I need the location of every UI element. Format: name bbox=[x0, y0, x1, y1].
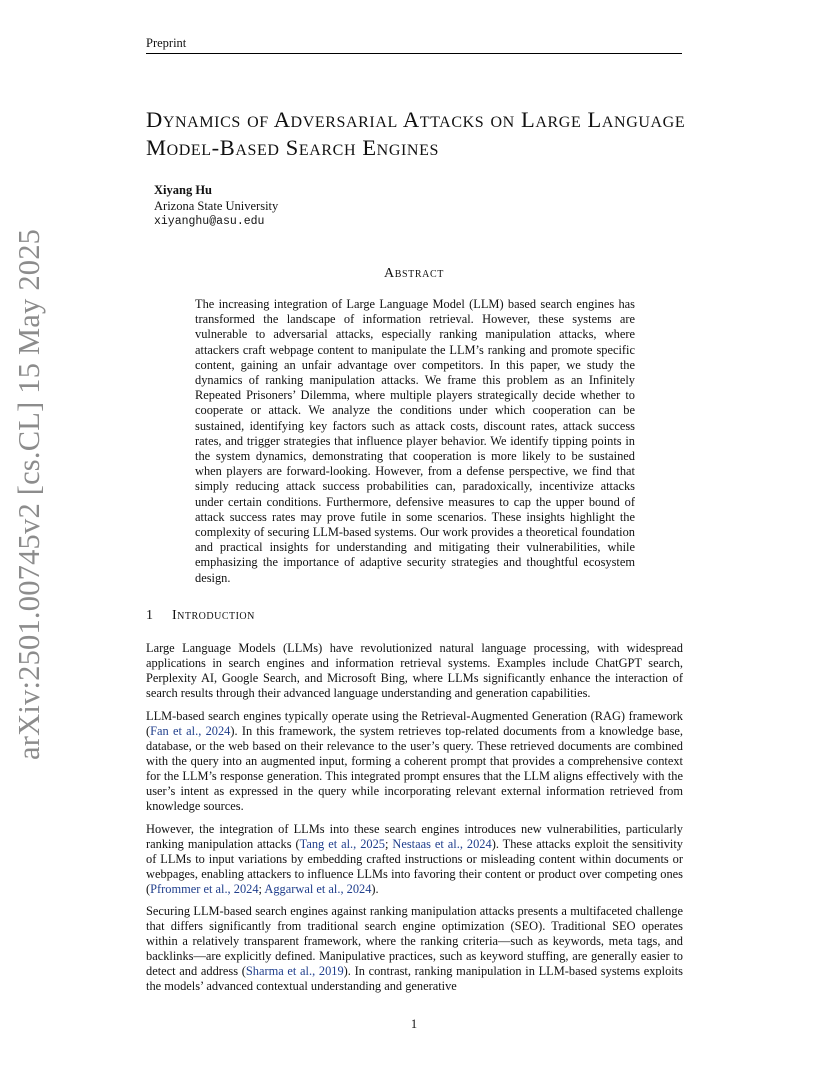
section-heading bbox=[146, 608, 255, 624]
author-name: Xiyang Hu bbox=[154, 183, 213, 197]
paragraph-2 bbox=[146, 709, 683, 814]
citation-tang-2025[interactable]: Tang et al., 2025 bbox=[299, 836, 385, 851]
header-label: Preprint bbox=[146, 36, 187, 50]
arxiv-stamp: arXiv:2501.00745v2 [cs.CL] 15 May 2025 bbox=[12, 228, 46, 760]
citation-nestaas-2024[interactable]: Nestaas et al., 2024 bbox=[392, 836, 492, 851]
section-title: Introduction bbox=[172, 608, 255, 623]
citation-fan-2024[interactable]: Fan et al., 2024 bbox=[150, 723, 231, 738]
paragraph-4-text-b: ). In contrast, ranking manipulation in LLM-based systems exploits the models’ advanced contextual understanding and generative bbox=[146, 964, 683, 994]
citation-separator: ; bbox=[258, 881, 265, 896]
body-text bbox=[146, 641, 683, 1002]
citation-separator: ; bbox=[385, 836, 393, 851]
author-block bbox=[154, 182, 278, 230]
section-number: 1 bbox=[146, 608, 154, 623]
paragraph-1: Large Language Models (LLMs) have revolutionized natural language processing, with widespread applications in search engines and information retrieval systems. Examples include ChatGPT search, Perplexity AI, Google Search, and Microsoft Bing, where LLMs significantly enhance the interaction of search results through their advanced language understanding and generation capabilities. bbox=[146, 641, 683, 701]
page-number: 1 bbox=[410, 1017, 418, 1031]
citation-aggarwal-2024[interactable]: Aggarwal et al., 2024 bbox=[264, 881, 372, 896]
paper-title: Dynamics of Adversarial Attacks on Large Language Model-Based Search Engines bbox=[146, 107, 686, 160]
abstract-text: The increasing integration of Large Language Model (LLM) based search engines has transformed the landscape of information retrieval. However, these systems are vulnerable to adversarial attacks, especially ranking manipulation attacks, where attackers craft webpage content to manipulate the LLM’s ranking and promote specific content, gaining an unfair advantage over competitors. In this paper, we study the dynamics of ranking manipulation attacks. We frame this problem as an Infinitely Repeated Prisoners’ Dilemma, where multiple players strategically decide whether to cooperate or attack. We analyze the conditions under which cooperation can be sustained, identifying key factors such as attack costs, discount rates, attack success rates, and trigger strategies that influence player behavior. We identify tipping points in the system dynamics, demonstrating that cooperation is more likely to be sustained when players are forward-looking. However, from a defense perspective, we find that simply reducing attack success probabilities can, paradoxically, incentivize attacks under certain conditions. Furthermore, defensive measures to cap the upper bound of attack success rates may prove futile in some scenarios. These insights highlight the complexity of securing LLM-based systems. Our work provides a theoretical foundation and practical insights for understanding and mitigating their vulnerabilities, while emphasizing the importance of adaptive security strategies and thoughtful ecosystem design. bbox=[195, 297, 635, 585]
header-rule bbox=[146, 53, 682, 54]
paragraph-2-text-b: ). In this framework, the system retrieves top-related documents from a knowledge base, database, or the web based on their relevance to the user’s query. These retrieved documents are combined with the query into an augmented input, forming a coherent prompt that provides a comprehensive context for the LLM’s response generation. This integrated prompt ensures that the LLM aligns effectively with the user’s intent as expressed in the query while incorporating relevant external information retrieved from knowledge sources. bbox=[146, 723, 683, 813]
paragraph-4-text-a: Securing LLM-based search engines against ranking manipulation attacks presents a multifaceted challenge that differs significantly from traditional search engine optimization (SEO). Traditional SEO operates within a relatively transparent framework, where the ranking criteria—such as keywords, meta tags, and backlinks—are explicitly defined. Manipulative practices, such as keyword stuffing, are generally easier to detect and address ( bbox=[146, 904, 683, 979]
abstract-heading: Abstract bbox=[384, 266, 444, 281]
author-affiliation: Arizona State University bbox=[154, 199, 279, 213]
paragraph-3 bbox=[146, 822, 683, 897]
citation-pfrommer-2024[interactable]: Pfrommer et al., 2024 bbox=[150, 881, 259, 896]
paragraph-3-text-a: However, the integration of LLMs into these search engines introduces new vulnerabilities, particularly ranking manipulation attacks ( bbox=[146, 821, 683, 851]
citation-sharma-2019[interactable]: Sharma et al., 2019 bbox=[245, 964, 344, 979]
paragraph-3-text-b: ). These attacks exploit the sensitivity of LLMs to input variations by embedding crafted instructions or misleading content within documents or webpages, enabling attackers to influence LLMs into favoring their content or product over competing ones ( bbox=[146, 836, 683, 896]
paragraph-3-text-c: ). bbox=[371, 881, 379, 896]
author-email[interactable]: xiyanghu@asu.edu bbox=[154, 215, 265, 228]
paragraph-2-text-a: LLM-based search engines typically operate using the Retrieval-Augmented Generation (RAG) framework ( bbox=[146, 708, 683, 738]
paragraph-4 bbox=[146, 904, 683, 994]
